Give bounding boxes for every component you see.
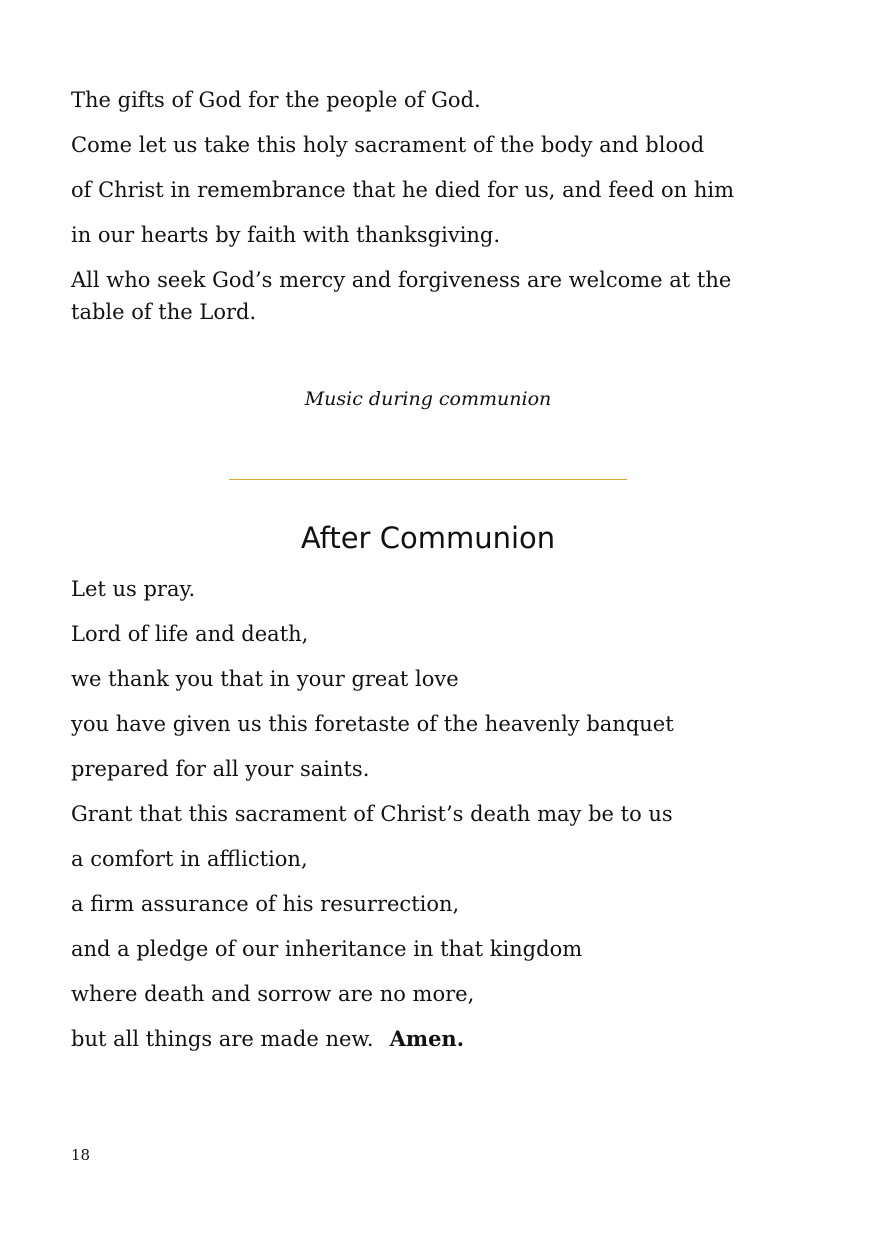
prayer-line-3: we thank you that in your great love <box>71 667 459 691</box>
prayer-line-2: Lord of life and death, <box>71 622 309 646</box>
section-heading: After Communion <box>300 521 556 555</box>
prayer-line-6: Grant that this sacrament of Christ’s death may be to us <box>71 802 673 826</box>
prayer-line-1: Let us pray. <box>71 577 196 601</box>
invitation-line-1: The gifts of God for the people of God. <box>71 88 481 112</box>
prayer-line-7: a comfort in affliction, <box>71 847 308 871</box>
prayer-line-5: prepared for all your saints. <box>71 757 370 781</box>
invitation-line-3: of Christ in remembrance that he died for us, and feed on him <box>71 178 734 202</box>
prayer-line-8: a firm assurance of his resurrection, <box>71 892 460 916</box>
invitation-line-6: table of the Lord. <box>71 300 257 324</box>
section-divider <box>229 479 627 480</box>
page-number: 18 <box>71 1146 91 1164</box>
prayer-final-line <box>71 1023 464 1055</box>
amen-response: Amen. <box>389 1026 465 1051</box>
invitation-line-4: in our hearts by faith with thanksgiving. <box>71 223 501 247</box>
prayer-line-4: you have given us this foretaste of the heavenly banquet <box>71 712 674 736</box>
music-rubric: Music during communion <box>304 388 552 410</box>
prayer-line-10: where death and sorrow are no more, <box>71 982 475 1006</box>
prayer-line-9: and a pledge of our inheritance in that kingdom <box>71 937 583 961</box>
prayer-line-11: but all things are made new. <box>71 1027 374 1051</box>
invitation-line-2: Come let us take this holy sacrament of the body and blood <box>71 133 705 157</box>
invitation-line-5: All who seek God’s mercy and forgiveness are welcome at the <box>71 268 732 292</box>
